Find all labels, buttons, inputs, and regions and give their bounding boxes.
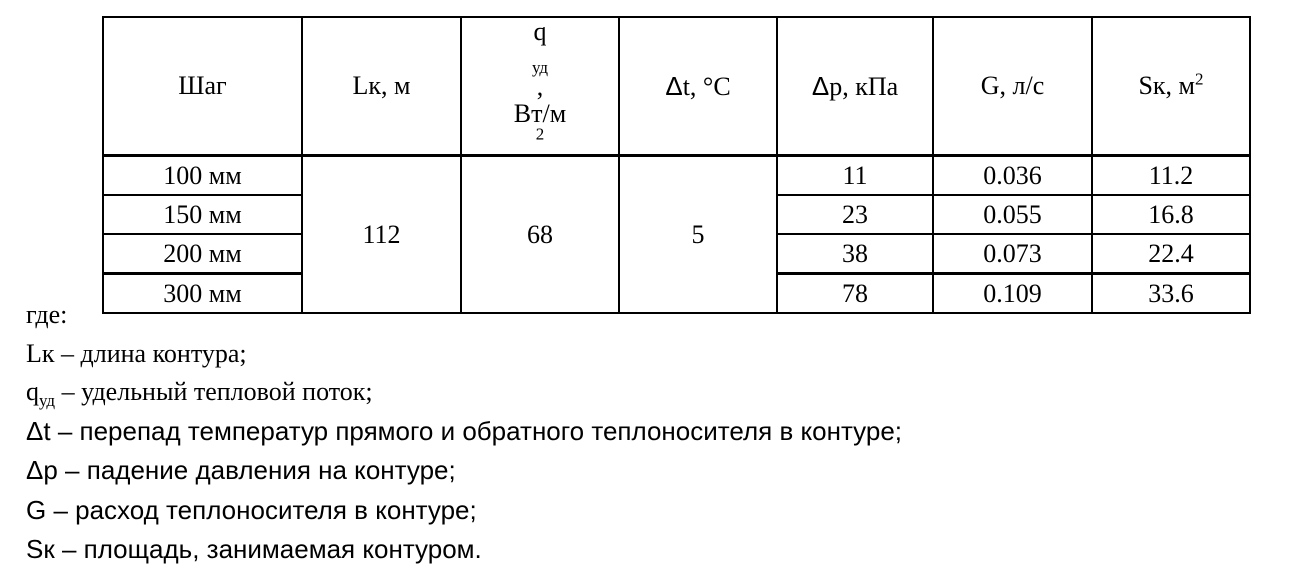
cell-flow: 0.055: [933, 195, 1092, 234]
cell-delta-t-merged: 5: [619, 156, 777, 314]
note-line-delta-t: Δt – перепад температур прямого и обратного теплоносителя в контуре;: [26, 415, 903, 446]
header-flow: G, л/с: [933, 17, 1092, 156]
cell-delta-p: 23: [777, 195, 933, 234]
legend-notes: [26, 296, 902, 570]
cell-step: 300 мм: [103, 274, 302, 314]
note-line-delta-p: Δp – падение давления на контуре;: [26, 455, 456, 485]
cell-flow: 0.036: [933, 156, 1092, 196]
cell-length-merged: 112: [302, 156, 461, 314]
cell-flow: 0.073: [933, 234, 1092, 274]
cell-delta-p: 38: [777, 234, 933, 274]
table-row: [103, 156, 1250, 196]
cell-delta-p: 11: [777, 156, 933, 196]
cell-area: 22.4: [1092, 234, 1250, 274]
cell-flow: 0.109: [933, 274, 1092, 314]
note-line-area: Sк – площадь, занимаемая контуром.: [26, 534, 482, 564]
note-line-flow: G – расход теплоносителя в контуре;: [26, 494, 477, 525]
header-row: [103, 17, 1250, 156]
header-area: Sк, $м^2$: [1092, 17, 1250, 156]
cell-delta-p: 78: [777, 274, 933, 314]
cell-step: 100 мм: [103, 156, 302, 196]
header-heat-flux: q $_{уд}$ , Вт/м $^2$: [461, 17, 619, 156]
cell-area: 16.8: [1092, 195, 1250, 234]
cell-step: 200 мм: [103, 234, 302, 274]
cell-area: 33.6: [1092, 274, 1250, 314]
header-step: Шаг: [103, 17, 302, 156]
header-delta-t: Δt, °C: [619, 17, 777, 156]
notes-intro: где:: [26, 300, 68, 329]
cell-area: 11.2: [1092, 156, 1250, 196]
note-line-length: Lк – длина контура;: [26, 338, 247, 368]
header-delta-p: Δp, кПа: [777, 17, 933, 156]
cell-heat-flux-merged: 68: [461, 156, 619, 314]
note-line-heat-flux: $q_{уд}$ – удельный тепловой поток;: [26, 377, 373, 411]
header-length: Lк, м: [302, 17, 461, 156]
data-table: [102, 16, 1251, 314]
cell-step: 150 мм: [103, 195, 302, 234]
